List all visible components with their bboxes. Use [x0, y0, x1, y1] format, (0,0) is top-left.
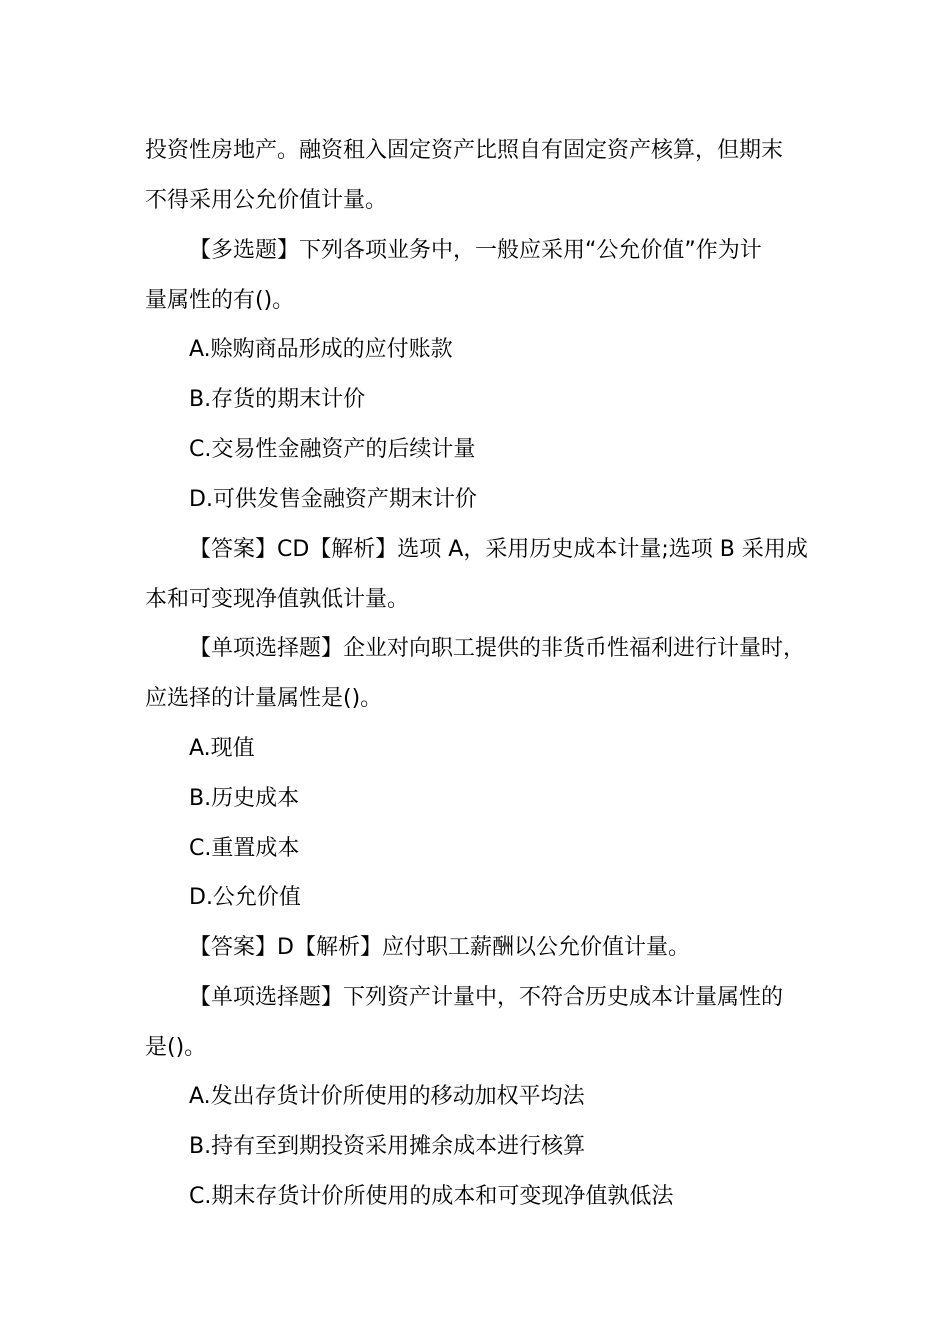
text-line: 应选择的计量属性是()。: [145, 686, 383, 711]
text-line: 本和可变现净值孰低计量。: [145, 587, 410, 612]
option-a: A.现值: [189, 736, 255, 761]
option-b: B.历史成本: [189, 786, 300, 811]
option-c: C.交易性金融资产的后续计量: [189, 437, 476, 462]
text-line: 不得采用公允价值计量。: [145, 188, 388, 213]
option-c: C.重置成本: [189, 836, 300, 861]
question-heading: 【单项选择题】下列资产计量中，不符合历史成本计量属性的: [189, 985, 784, 1010]
question-heading: 【单项选择题】企业对向职工提供的非货币性福利进行计量时，: [189, 636, 806, 661]
option-a: A.发出存货计价所使用的移动加权平均法: [189, 1084, 585, 1109]
answer-line: 【答案】D【解析】应付职工薪酬以公允价值计量。: [189, 935, 690, 960]
option-d: D.可供发售金融资产期末计价: [189, 487, 477, 512]
text-line: 量属性的有()。: [145, 288, 295, 313]
text-line: 投资性房地产。融资租入固定资产比照自有固定资产核算，但期末: [145, 138, 784, 163]
option-a: A.赊购商品形成的应付账款: [189, 337, 453, 362]
answer-line: 【答案】CD【解析】选项 A，采用历史成本计量;选项 B 采用成: [189, 537, 808, 562]
option-d: D.公允价值: [189, 885, 301, 910]
option-b: B.持有至到期投资采用摊余成本进行核算: [189, 1134, 586, 1159]
option-c: C.期末存货计价所使用的成本和可变现净值孰低法: [189, 1184, 674, 1209]
question-heading: 【多选题】下列各项业务中，一般应采用“公允价值”作为计: [189, 238, 762, 263]
text-line: 是()。: [145, 1035, 207, 1060]
option-b: B.存货的期末计价: [189, 387, 366, 412]
